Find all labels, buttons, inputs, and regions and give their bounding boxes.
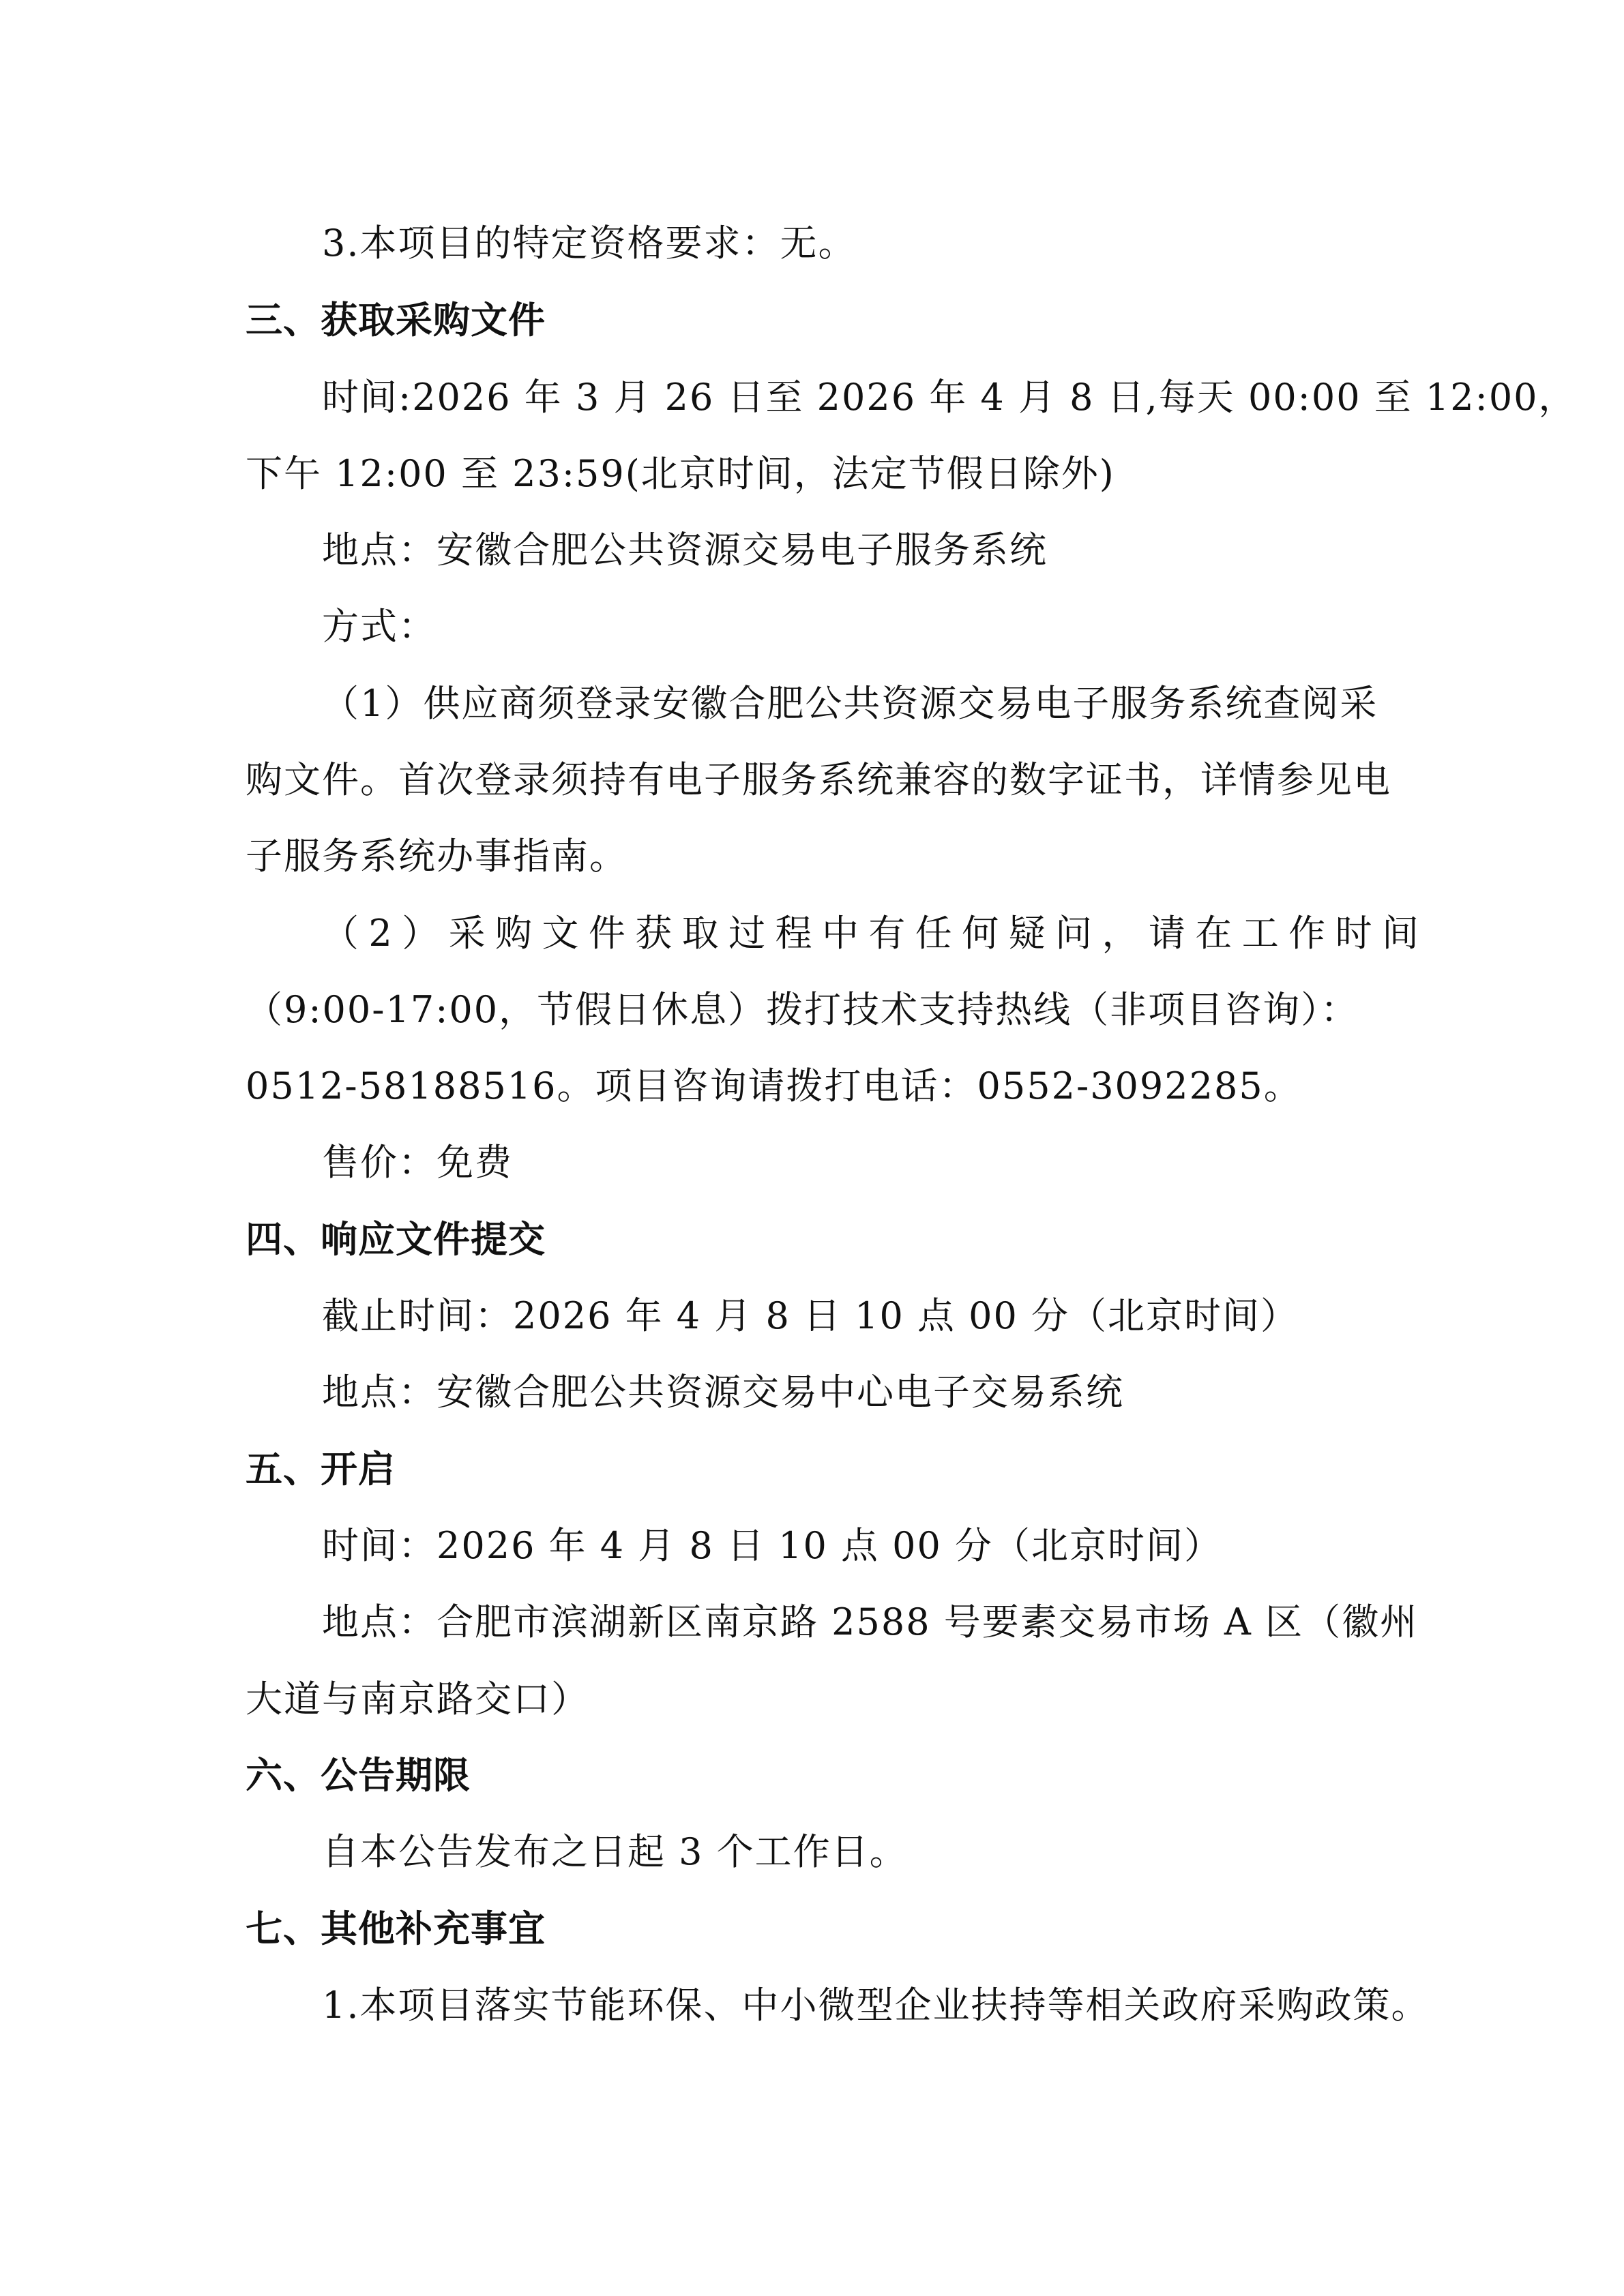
- qualification-item-3: 3.本项目的特定资格要求：无。: [322, 222, 857, 265]
- paragraph-method: 方式：: [322, 605, 437, 648]
- paragraph-deadline: 截止时间：2026 年 4 月 8 日 10 点 00 分（北京时间）: [322, 1294, 1299, 1337]
- paragraph-price: 售价：免费: [322, 1141, 513, 1184]
- method-item-2-end: 0512-58188516。项目咨询请拨打电话：0552-3092285。: [246, 1064, 1302, 1107]
- method-item-2-continued: （9:00-17:00，节假日休息）拨打技术支持热线（非项目咨询）：: [246, 988, 1359, 1031]
- paragraph-opening-location-continued: 大道与南京路交口）: [246, 1678, 589, 1720]
- paragraph-submission-location: 地点：安徽合肥公共资源交易中心电子交易系统: [322, 1371, 1124, 1414]
- method-item-1-continued: 购文件。首次登录须持有电子服务系统兼容的数字证书，详情参见电: [246, 758, 1391, 801]
- paragraph-notice-period: 自本公告发布之日起 3 个工作日。: [322, 1830, 908, 1873]
- method-item-1: （1）供应商须登录安徽合肥公共资源交易电子服务系统查阅采: [322, 682, 1378, 725]
- method-item-2: （2）采购文件获取过程中有任何疑问，请在工作时间: [322, 912, 1420, 955]
- paragraph-opening-location: 地点：合肥市滨湖新区南京路 2588 号要素交易市场 A 区（徽州: [322, 1600, 1419, 1643]
- section-heading-7: 七、其他补充事宜: [246, 1907, 546, 1950]
- section-heading-3: 三、获取采购文件: [246, 299, 546, 342]
- section-heading-4: 四、响应文件提交: [246, 1218, 546, 1261]
- section-heading-6: 六、公告期限: [246, 1754, 471, 1797]
- paragraph-time-continued: 下午 12:00 至 23:59(北京时间，法定节假日除外): [246, 452, 1115, 495]
- paragraph-opening-time: 时间：2026 年 4 月 8 日 10 点 00 分（北京时间）: [322, 1524, 1223, 1567]
- section-heading-5: 五、开启: [246, 1448, 396, 1491]
- method-item-1-end: 子服务系统办事指南。: [246, 835, 628, 878]
- paragraph-time: 时间:2026 年 3 月 26 日至 2026 年 4 月 8 日,每天 00:00 至 12:00，: [322, 376, 1577, 419]
- supplementary-item-1: 1.本项目落实节能环保、中小微型企业扶持等相关政府采购政策。: [322, 1984, 1430, 2027]
- paragraph-location: 地点：安徽合肥公共资源交易电子服务系统: [322, 528, 1048, 571]
